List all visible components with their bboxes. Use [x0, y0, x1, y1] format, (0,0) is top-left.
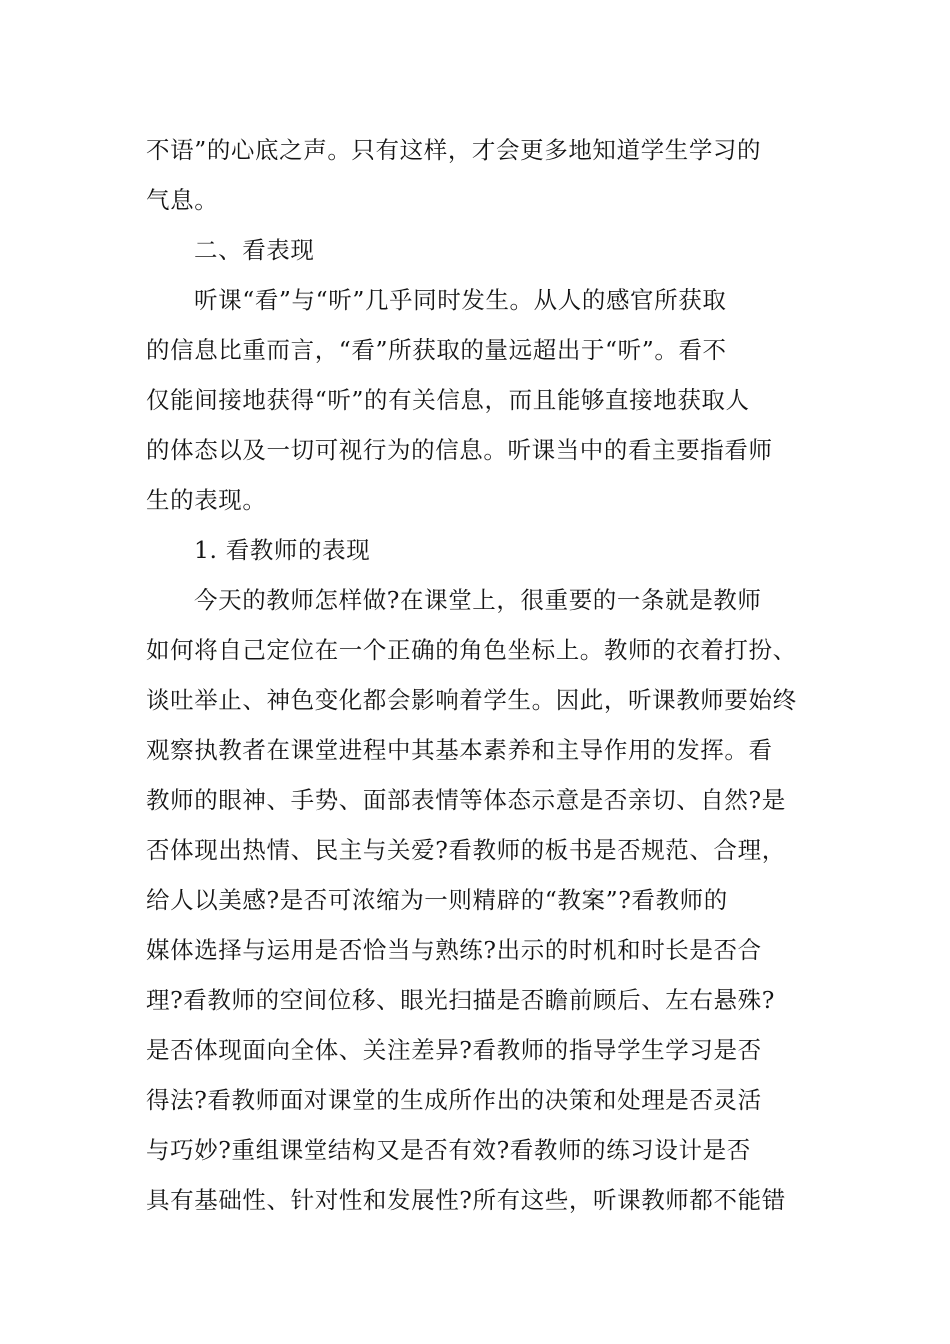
text-line-16: 给人以美感?是否可浓缩为一则精辟的“教案”?看教师的	[146, 886, 728, 914]
text-line-5: 的信息比重而言，“看”所获取的量远超出于“听”。看不	[146, 336, 727, 364]
text-line-18: 理?看教师的空间位移、眼光扫描是否瞻前顾后、左右悬殊?	[146, 986, 775, 1014]
section-heading: 二、看表现	[194, 236, 315, 264]
subsection-heading: 1. 看教师的表现	[194, 536, 371, 564]
text-line-21: 与巧妙?重组课堂结构又是否有效?看教师的练习设计是否	[146, 1136, 751, 1164]
text-line-6: 仅能间接地获得“听”的有关信息，而且能够直接地获取人	[146, 386, 750, 414]
text-line-2: 气息。	[146, 186, 219, 214]
text-line-14: 教师的眼神、手势、面部表情等体态示意是否亲切、自然?是	[146, 786, 786, 814]
text-line-8: 生的表现。	[146, 486, 267, 514]
text-line-4: 听课“看”与“听”几乎同时发生。从人的感官所获取	[194, 286, 727, 314]
text-line-22: 具有基础性、针对性和发展性?所有这些，听课教师都不能错	[146, 1186, 786, 1214]
text-line-7: 的体态以及一切可视行为的信息。听课当中的看主要指看师	[146, 436, 773, 464]
text-line-10: 今天的教师怎样做?在课堂上，很重要的一条就是教师	[194, 586, 762, 614]
text-line-19: 是否体现面向全体、关注差异?看教师的指导学生学习是否	[146, 1036, 762, 1064]
text-line-12: 谈吐举止、神色变化都会影响着学生。因此，听课教师要始终	[146, 686, 797, 714]
text-line-13: 观察执教者在课堂进程中其基本素养和主导作用的发挥。看	[146, 736, 773, 764]
text-line-17: 媒体选择与运用是否恰当与熟练?出示的时机和时长是否合	[146, 936, 762, 964]
text-line-1: 不语”的心底之声。只有这样，才会更多地知道学生学习的	[146, 136, 762, 164]
text-line-20: 得法?看教师面对课堂的生成所作出的决策和处理是否灵活	[146, 1086, 762, 1114]
text-line-11: 如何将自己定位在一个正确的角色坐标上。教师的衣着打扮、	[146, 636, 797, 664]
text-line-15: 否体现出热情、民主与关爱?看教师的板书是否规范、合理，	[146, 836, 786, 864]
